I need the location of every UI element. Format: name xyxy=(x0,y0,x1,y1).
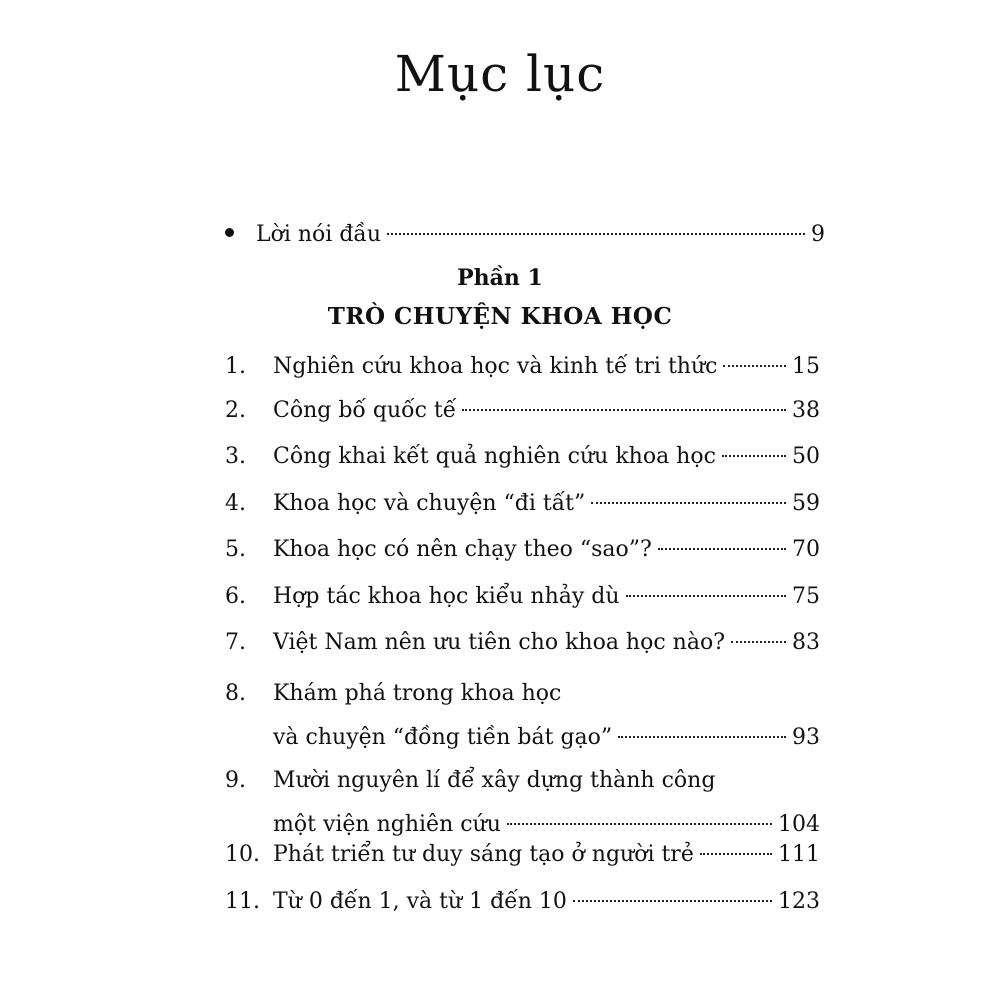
entry-page-number: 15 xyxy=(792,354,820,379)
dot-leader xyxy=(626,595,786,597)
entry-page-number: 93 xyxy=(792,725,820,750)
intro-page-number: 9 xyxy=(811,222,825,247)
entry-title: Công khai kết quả nghiên cứu khoa học xyxy=(273,444,716,469)
entry-title-row xyxy=(273,350,820,384)
toc-entry xyxy=(225,487,820,521)
entry-title-row xyxy=(273,838,820,872)
entry-title: một viện nghiên cứu xyxy=(273,812,501,837)
entry-page-number: 75 xyxy=(792,584,820,609)
entry-title: Từ 0 đến 1, và từ 1 đến 10 xyxy=(273,889,567,914)
entry-title-line: Mười nguyên lí để xây dựng thành công xyxy=(273,768,716,793)
entry-title: Nghiên cứu khoa học và kinh tế tri thức xyxy=(273,354,718,379)
entry-title: Khoa học và chuyện “đi tất” xyxy=(273,491,586,516)
dot-leader xyxy=(462,409,786,411)
entry-number: 3. xyxy=(225,444,246,469)
entry-title: và chuyện “đồng tiền bát gạo” xyxy=(273,725,613,750)
part-title: TRÒ CHUYỆN KHOA HỌC xyxy=(327,303,673,330)
entry-page-number: 83 xyxy=(792,630,820,655)
entry-number: 8. xyxy=(225,681,246,706)
part-number: Phần 1 xyxy=(457,265,543,291)
entry-title-row xyxy=(273,394,820,428)
dot-leader xyxy=(700,853,772,855)
intro-label: Lời nói đầu xyxy=(256,222,382,247)
entry-number: 9. xyxy=(225,768,246,793)
toc-entry xyxy=(225,580,820,614)
entry-page-number: 70 xyxy=(792,537,820,562)
toc-entry xyxy=(225,394,820,428)
entry-number: 5. xyxy=(225,537,246,562)
bullet-icon xyxy=(225,228,234,237)
toc-intro-row xyxy=(225,222,825,262)
toc-entry xyxy=(225,440,820,474)
toc-entry xyxy=(225,838,820,872)
toc-entry xyxy=(225,626,820,660)
entry-title-row xyxy=(273,626,820,660)
dot-leader xyxy=(387,233,805,235)
dot-leader xyxy=(731,641,786,643)
dot-leader xyxy=(722,455,786,457)
entry-page-number: 111 xyxy=(778,842,820,867)
entry-number: 1. xyxy=(225,354,246,379)
entry-title-row xyxy=(273,440,820,474)
toc-entry xyxy=(225,759,820,847)
entry-title: Việt Nam nên ưu tiên cho khoa học nào? xyxy=(273,630,725,655)
entry-title: Công bố quốc tế xyxy=(273,398,457,423)
toc-entry xyxy=(225,672,820,760)
dot-leader xyxy=(591,502,786,504)
entry-title-row xyxy=(273,580,820,614)
entry-title-row xyxy=(273,716,820,760)
toc-entry xyxy=(225,350,820,384)
page-title: Mục lục xyxy=(394,45,606,103)
toc-entry xyxy=(225,885,820,919)
dot-leader xyxy=(507,823,772,825)
toc-entry xyxy=(225,533,820,567)
dot-leader xyxy=(573,900,772,902)
entry-number: 10. xyxy=(225,842,260,867)
dot-leader xyxy=(618,736,786,738)
entry-title-row xyxy=(273,533,820,567)
entry-page-number: 50 xyxy=(792,444,820,469)
entry-page-number: 104 xyxy=(778,812,820,837)
entry-title-line: Khám phá trong khoa học xyxy=(273,681,562,706)
entry-title-row xyxy=(273,487,820,521)
entry-title: Hợp tác khoa học kiểu nhảy dù xyxy=(273,584,620,609)
entry-number: 2. xyxy=(225,398,246,423)
entry-title: Khoa học có nên chạy theo “sao”? xyxy=(273,537,652,562)
entry-page-number: 38 xyxy=(792,398,820,423)
entry-number: 4. xyxy=(225,491,246,516)
entry-title: Phát triển tư duy sáng tạo ở người trẻ xyxy=(273,842,694,867)
dot-leader xyxy=(658,548,786,550)
entry-title-row xyxy=(273,885,820,919)
entry-page-number: 123 xyxy=(778,889,820,914)
entry-number: 11. xyxy=(225,889,260,914)
entry-page-number: 59 xyxy=(792,491,820,516)
entry-number: 7. xyxy=(225,630,246,655)
entry-number: 6. xyxy=(225,584,246,609)
dot-leader xyxy=(723,365,786,367)
